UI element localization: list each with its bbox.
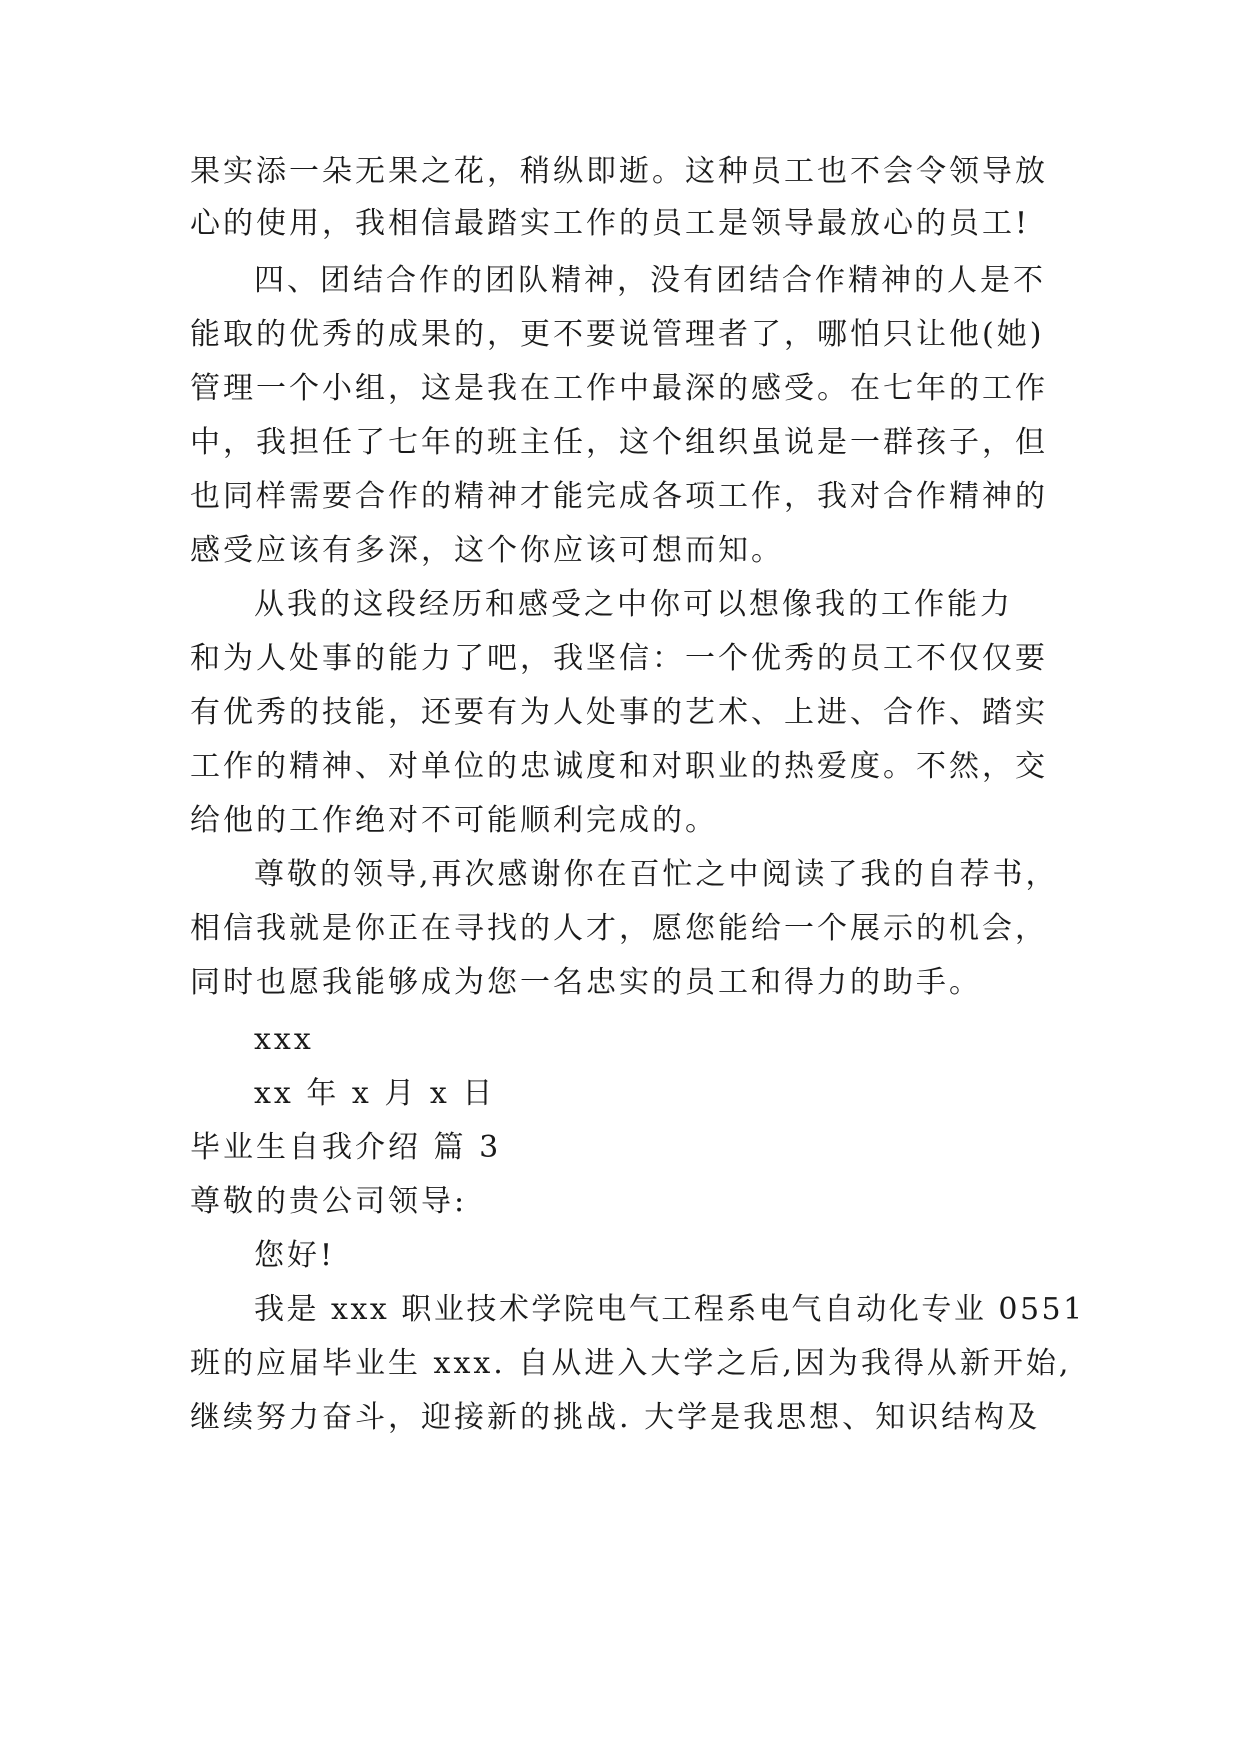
paragraph-start-line: 从我的这段经历和感受之中你可以想像我的工作能力 — [254, 587, 1013, 622]
text-line: 能取的优秀的成果的，更不要说管理者了，哪怕只让他(她) — [190, 317, 1045, 352]
text-line: 继续努力奋斗，迎接新的挑战. 大学是我思想、知识结构及 — [190, 1400, 1041, 1435]
text-line: 也同样需要合作的精神才能完成各项工作，我对合作精神的 — [190, 479, 1048, 514]
paragraph-start-line: 我是 xxx 职业技术学院电气工程系电气自动化专业 0551 — [254, 1292, 1085, 1327]
paragraph-start-line: 四、团结合作的团队精神，没有团结合作精神的人是不 — [254, 263, 1046, 298]
text-line: 果实添一朵无果之花，稍纵即逝。这种员工也不会令领导放 — [190, 154, 1048, 189]
text-line: 心的使用，我相信最踏实工作的员工是领导最放心的员工! — [190, 206, 1031, 241]
text-line: 管理一个小组，这是我在工作中最深的感受。在七年的工作 — [190, 371, 1048, 406]
text-line: 班的应届毕业生 xxx. 自从进入大学之后,因为我得从新开始, — [190, 1346, 1072, 1381]
text-line: 和为人处事的能力了吧，我坚信：一个优秀的员工不仅仅要 — [190, 641, 1048, 676]
text-line: 感受应该有多深，这个你应该可想而知。 — [190, 533, 784, 568]
signature-date: xx 年 x 月 x 日 — [254, 1076, 496, 1111]
greeting: 您好! — [254, 1238, 336, 1273]
text-line: 中，我担任了七年的班主任，这个组织虽说是一群孩子，但 — [190, 425, 1048, 460]
text-line: 相信我就是你正在寻找的人才，愿您能给一个展示的机会， — [190, 911, 1048, 946]
text-line: 工作的精神、对单位的忠诚度和对职业的热爱度。不然，交 — [190, 749, 1048, 784]
salutation: 尊敬的贵公司领导: — [190, 1184, 468, 1219]
section-heading: 毕业生自我介绍 篇 3 — [190, 1130, 502, 1165]
text-line: 给他的工作绝对不可能顺利完成的。 — [190, 803, 718, 838]
signature-name: xxx — [254, 1022, 314, 1057]
text-line: 同时也愿我能够成为您一名忠实的员工和得力的助手。 — [190, 965, 982, 1000]
text-line: 有优秀的技能，还要有为人处事的艺术、上进、合作、踏实 — [190, 695, 1048, 730]
paragraph-start-line: 尊敬的领导,再次感谢你在百忙之中阅读了我的自荐书， — [254, 857, 1059, 892]
